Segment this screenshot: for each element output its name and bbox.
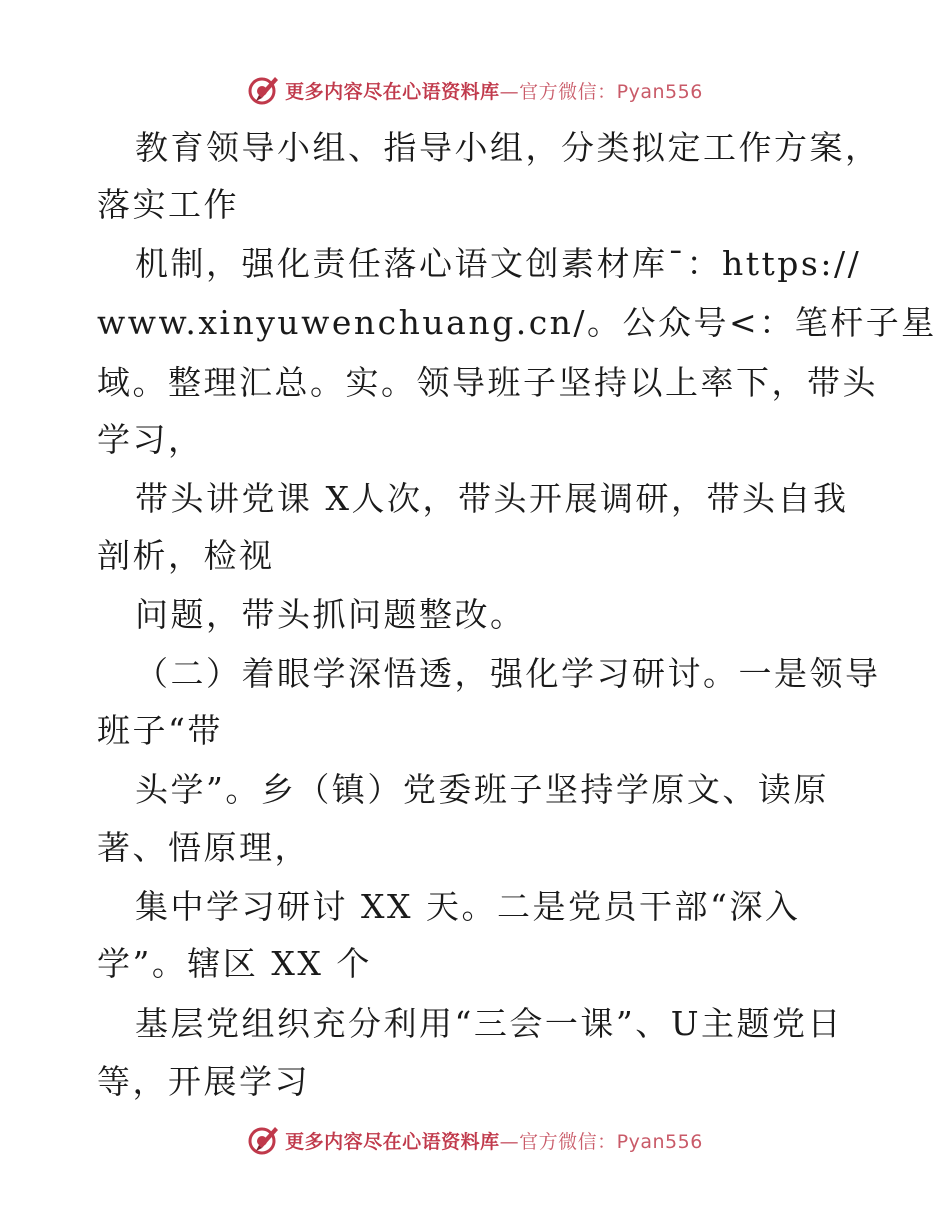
body-line: 头学”。乡（镇）党委班子坚持学原文、读原 (135, 770, 829, 809)
footer-watermark-banner (0, 1120, 950, 1160)
body-line: 基层党组织充分利用“三会一课”、U主题党日 (135, 1004, 844, 1043)
body-line: 著、悟原理， (97, 828, 310, 867)
watermark-title: 更多内容尽在心语资料库 (285, 80, 500, 103)
body-line: 剖析，检视 (97, 536, 275, 575)
pen-logo-icon (247, 1123, 281, 1157)
body-line: 等，开展学习 (97, 1062, 310, 1101)
watermark-wechat: —官方微信：Pyan556 (499, 80, 703, 103)
body-line: 带头讲党课 X人次，带头开展调研，带头自我 (135, 479, 849, 518)
body-line: （二）着眼学深悟透，强化学习研讨。一是领导 (135, 654, 881, 693)
body-line: 学习， (97, 420, 204, 459)
body-line: 问题，带头抓问题整改。 (135, 595, 526, 634)
watermark-title: 更多内容尽在心语资料库 (285, 1130, 500, 1153)
watermark-wechat: —官方微信：Pyan556 (499, 1130, 703, 1153)
body-line: 教育领导小组、指导小组，分类拟定工作方案， (135, 128, 881, 167)
body-line: www.xinyuwenchuang.cn/。公众号<：笔杆子星 (97, 303, 937, 342)
body-line: 班子“带 (97, 711, 223, 750)
body-line: 域。整理汇总。实。领导班子坚持以上率下，带头 (97, 363, 878, 402)
body-line: 落实工作 (97, 185, 239, 224)
body-line: 集中学习研讨 XX 天。二是党员干部“深入 (135, 887, 801, 926)
body-line: 学”。辖区 XX 个 (97, 944, 372, 983)
body-line: 机制，强化责任落心语文创素材库¯：https:// (135, 244, 862, 283)
